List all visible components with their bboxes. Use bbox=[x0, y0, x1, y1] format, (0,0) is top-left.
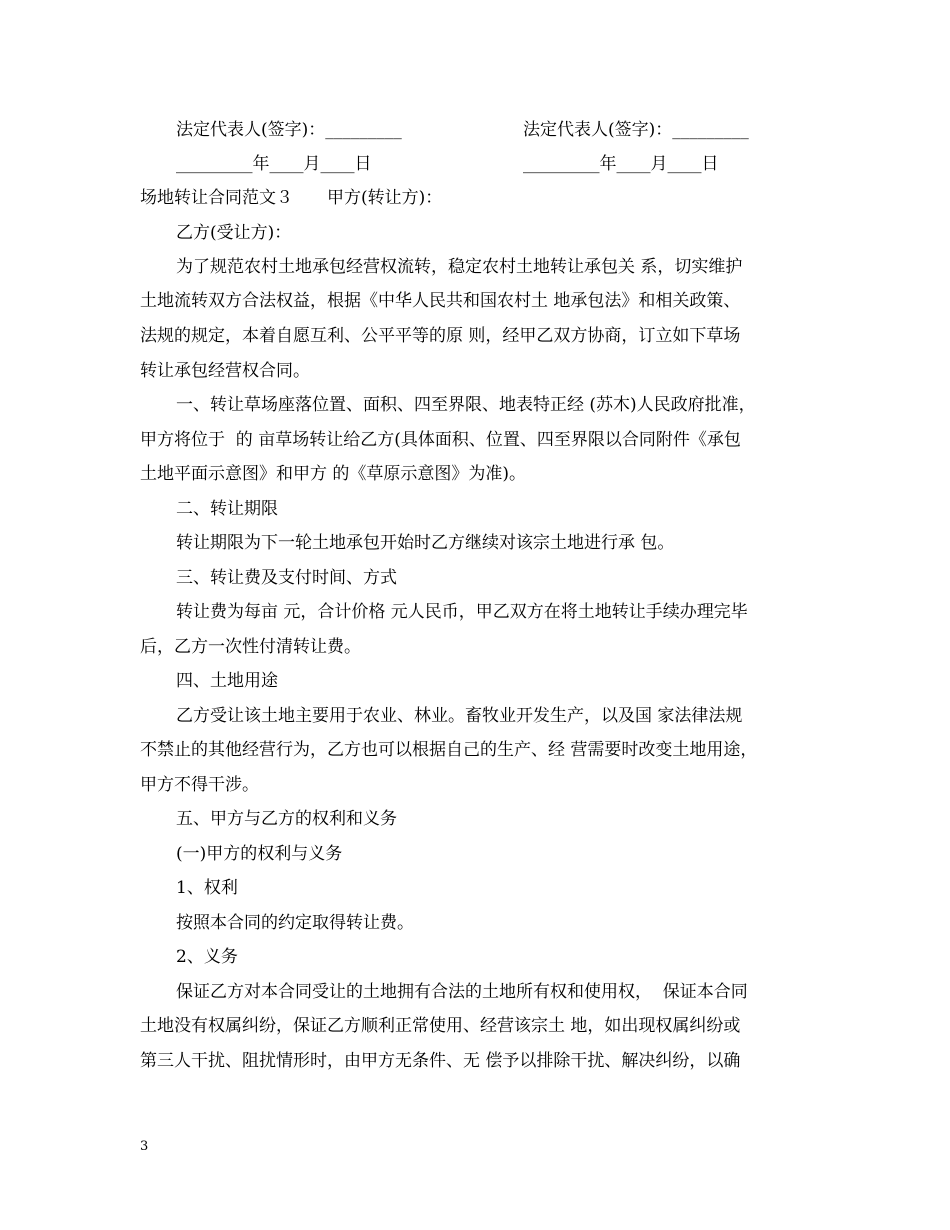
paragraph-line: 为了规范农村土地承包经营权流转，稳定农村土地转让承包关 系，切实维护 bbox=[176, 257, 743, 277]
paragraph-line: 后，乙方一次性付清转让费。 bbox=[140, 637, 361, 657]
paragraph-line: 转让期限为下一轮土地承包开始时乙方继续对该宗土地进行承 包。 bbox=[176, 533, 675, 553]
paragraph-line: 土地平面示意图》和甲方 的《草原示意图》为准)。 bbox=[140, 464, 527, 484]
section-heading: 四、土地用途 bbox=[176, 671, 278, 691]
paragraph-line: 不禁止的其他经营行为，乙方也可以根据自己的生产、经 营需要时改变土地用途， bbox=[140, 740, 758, 760]
page-number: 3 bbox=[140, 1139, 149, 1154]
paragraph-line: 转让费为每亩 元，合计价格 元人民币，甲乙双方在将土地转让手续办理完毕 bbox=[176, 602, 748, 622]
paragraph-line: 甲方将位于 的 亩草场转让给乙方(具体面积、位置、四至界限以合同附件《承包 bbox=[140, 430, 741, 450]
paragraph-line: 乙方受让该土地主要用于农业、林业。畜牧业开发生产，以及国 家法律法规 bbox=[176, 706, 743, 726]
item-heading: 2、义务 bbox=[176, 947, 238, 967]
paragraph-line: 按照本合同的约定取得转让费。 bbox=[176, 913, 414, 933]
subsection-heading: (一)甲方的权利与义务 bbox=[176, 844, 343, 864]
paragraph-line: 第三人干扰、阻扰情形时，由甲方无条件、无 偿予以排除干扰、解决纠纷，以确 bbox=[140, 1051, 741, 1071]
item-heading: 1、权利 bbox=[176, 878, 238, 898]
signature-left-date: _________年____月____日 bbox=[176, 154, 372, 174]
section-heading: 五、甲方与乙方的权利和义务 bbox=[176, 809, 397, 829]
paragraph-line: 一、转让草场座落位置、面积、四至界限、地表特正经 (苏木)人民政府批准， bbox=[176, 395, 756, 415]
paragraph-line: 土地没有权属纠纷，保证乙方顺利正常使用、经营该宗土 地，如出现权属纠纷或 bbox=[140, 1016, 741, 1036]
paragraph-line: 保证乙方对本合同受让的土地拥有合法的土地所有权和使用权， 保证本合同 bbox=[176, 982, 748, 1002]
document-heading-line: 场地转让合同范文３ 甲方(转让方)： bbox=[140, 188, 443, 208]
paragraph-line: 土地流转双方合法权益，根据《中华人民共和国农村土 地承包法》和相关政策、 bbox=[140, 291, 741, 311]
party-b-line: 乙方(受让方)： bbox=[176, 223, 292, 243]
section-heading: 二、转让期限 bbox=[176, 499, 278, 519]
paragraph-line: 法规的规定，本着自愿互利、公平平等的原 则，经甲乙双方协商，订立如下草场 bbox=[140, 326, 741, 346]
section-heading: 三、转让费及支付时间、方式 bbox=[176, 568, 397, 588]
signature-left-representative: 法定代表人(签字)：_________ bbox=[176, 120, 402, 140]
signature-right-date: _________年____月____日 bbox=[523, 154, 719, 174]
paragraph-line: 转让承包经营权合同。 bbox=[140, 361, 310, 381]
paragraph-line: 甲方不得干涉。 bbox=[140, 775, 259, 795]
signature-right-representative: 法定代表人(签字)：_________ bbox=[523, 120, 749, 140]
